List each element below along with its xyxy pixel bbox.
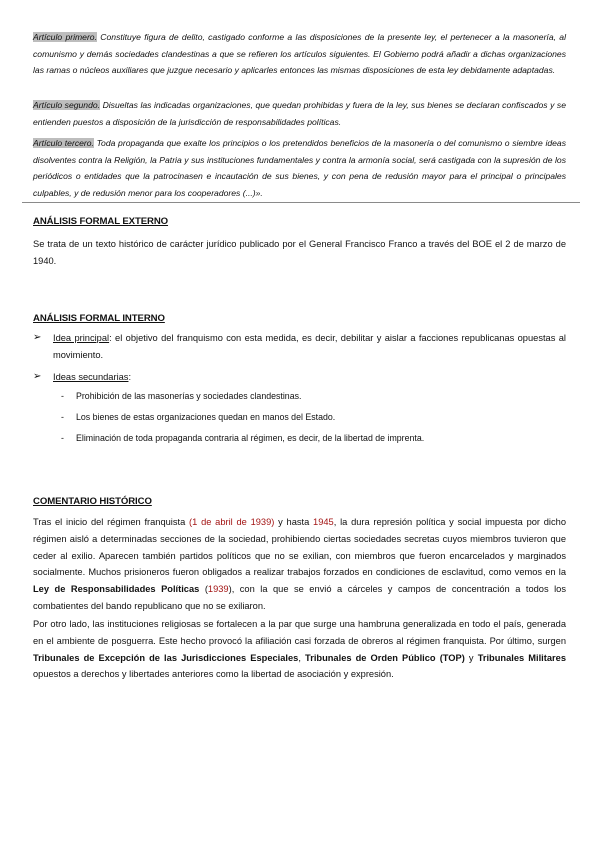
quote-article-3 (33, 135, 566, 201)
tribunales-excepcion: Tribunales de Excepción de las Jurisdicciones Especiales (33, 652, 299, 663)
arrow-bullet-icon: ➢ (33, 332, 42, 343)
date-inicio-regimen: (1 de abril de 1939) (189, 517, 275, 527)
quote-article-1 (33, 29, 566, 79)
section-divider (22, 202, 580, 203)
tribunales-militares: Tribunales Militares (477, 652, 566, 663)
article-3-text: Toda propaganda que exalte los principios o los pretendidos beneficios de la masonería o del comunismo o siembre ideas disolventes contra la Religión, la Patria y sus instituciones fundamentales y contra la armonía social, será castigada con la supresión de los periódicos o entidades que la patrocinasen e incautación de sus bienes, y con pena de redusión mayor para el principal o principales culpables, y de redusión menor para los cooperadores (...)». (33, 138, 566, 198)
article-3-label: Artículo tercero. (33, 138, 94, 148)
idea-principal-label: Idea principal (53, 333, 110, 343)
idea-principal-item (33, 330, 566, 364)
heading-analisis-externo: ANÁLISIS FORMAL EXTERNO (33, 216, 169, 227)
heading-comentario-historico: COMENTARIO HISTÓRICO (33, 496, 152, 507)
date-1939: 1939 (207, 584, 229, 595)
ideas-secundarias-item: ➢ Ideas secundarias: (33, 369, 566, 386)
article-2-label: Artículo segundo. (33, 100, 101, 110)
article-2-text: Disueltas las indicadas organizaciones, que quedan prohibidas y fuera de la ley, sus bienes se declaran confiscados y se entienden puestos a disposición de la jurisdicción de responsabilidades políticas. (33, 100, 566, 127)
heading-analisis-interno: ANÁLISIS FORMAL INTERNO (33, 313, 165, 324)
arrow-bullet-icon: ➢ (33, 371, 42, 382)
quote-article-2 (33, 97, 566, 130)
date-1945: 1945 (313, 517, 334, 527)
ideas-secundarias-label: Ideas secundarias (53, 372, 129, 382)
ley-responsabilidades-politicas: Ley de Responsabilidades Políticas (33, 584, 200, 595)
article-1-text: Constituye figura de delito, castigado conforme a las disposiciones de la presente ley, el pertenecer a la masonería, al comunismo y demás sociedades clandestinas a que se refieren los artículos siguientes. El Gobierno podrá añadir a dichas organizaciones las ramas o núcleos auxiliares que juzgue necesario y aplicarles entonces las mismas disposiciones de esta ley debidamente adaptadas. (33, 32, 566, 75)
tribunales-orden-publico: Tribunales de Orden Público (TOP) (305, 652, 465, 663)
comentario-paragraph-1: Tras el inicio del régimen franquista (1 de abril de 1939) y hasta 1945, la dura represión política y social impuesta por dicho régimen aisló a determinadas secciones de la sociedad, prohibiendo ciertas sociedades secretas cuyos miembros tuvieron que ceder al exilio. Aparecen también partidos políticos que no se exilian, con miembros que fueron encarcelados y marginados socialmente. Muchos prisioneros fueron obligados a realizar trabajos forzados en condiciones de esclavitud, como vemos en la Ley de Responsabilidades Políticas (1939), con la que se envió a cárceles y campos de concentración a todos los combatientes del bando republicano que no se exiliaron. (33, 517, 566, 611)
article-1-label: Artículo primero. (33, 32, 97, 42)
externo-paragraph: Se trata de un texto histórico de carácter jurídico publicado por el General Francisco Franco a través del BOE el 2 de marzo de 1940. (33, 239, 566, 266)
document-page: Artículo primero. Constituye figura de delito, castigado conforme a las disposiciones de la presente ley, el pertenecer a la masonería, al comunismo y demás sociedades clandestinas a que se refieren los artículos siguientes. El Gobierno podrá añadir a dichas organizaciones las ramas o núcleos auxiliares que juzgue necesario y aplicarles entonces las mismas disposiciones de esta ley debidamente adaptadas. Artículo segundo. Disueltas las indicadas organizaciones, que quedan prohibidas y fuera de la ley, sus bienes se declaran confiscados y se entienden puestos a disposición de la jurisdicción de responsabilidades políticas. Artículo tercero. Toda propaganda que exalte los principios o los pretendidos beneficios de la masonería o del comunismo o siembre ideas disolventes contra la Religión, la Patria y sus instituciones fundamentales y contra la armonía social, será castigada con la supresión de los periódicos o entidades que la patrocinasen e incautación de sus bienes, y con pena de redusión mayor para el principal o principales culpables, y de redusión menor para los cooperadores (...)». ANÁLISIS FORMAL EXTERNO Se trata de un texto histórico de carácter jurídico publicado por el General Francisco Franco a través del BOE el 2 de marzo de 1940. ANÁLISIS FORMAL INTERNO ➢ Idea principal: el objetivo del franquismo con esta medida, es decir, debilitar y aislar a facciones republicanas opuestas al movimiento. ➢ Ideas secundarias: - Prohibición de las masonerías y sociedades clandestinas. - Los bienes de estas organizaciones quedan en manos del Estado. - Eliminación de toda propaganda contraria al régimen, es decir, de la libertad de imprenta. COMENTARIO HISTÓRICO Tras el inicio del régimen franquista (1 de abril de 1939) y hasta 1945, la dura represión política y social impuesta por dicho régimen aisló a determinadas secciones de la sociedad, prohibiendo ciertas sociedades secretas cuyos miembros tuvieron que ceder al exilio. Aparecen también partidos políticos que no se exilian, con miembros que fueron encarcelados y marginados socialmente. Muchos prisioneros fueron obligados a realizar trabajos forzados en condiciones de esclavitud, como vemos en la Ley de Responsabilidades Políticas (1939), con la que se envió a cárceles y campos de concentración a todos los combatientes del bando republicano que no se exiliaron. Por otro lado, las instituciones religiosas se fortalecen a la par que surge una hambruna generalizada en todo el país, generada en el ambiente de posguerra. Este hecho provocó la afiliación casi forzada de obreros al régimen franquista. Por último, surgen Tribunales de Excepción de las Jurisdicciones Especiales, Tribunales de Orden Público (TOP) y Tribunales Militares opuestos a derechos y libertades anteriores como la libertad de asociación y expresión. (0, 0, 600, 848)
comentario-paragraph-2: Por otro lado, las instituciones religiosas se fortalecen a la par que surge una hambruna generalizada en todo el país, generada en el ambiente de posguerra. Este hecho provocó la afiliación casi forzada de obreros al régimen franquista. Por último, surgen Tribunales de Excepción de las Jurisdicciones Especiales, Tribunales de Orden Público (TOP) y Tribunales Militares opuestos a derechos y libertades anteriores como la libertad de asociación y expresión. (33, 619, 566, 680)
idea-principal-text: : el objetivo del franquismo con esta medida, es decir, debilitar y aislar a facciones republicanas opuestas al movimiento. (53, 333, 566, 360)
